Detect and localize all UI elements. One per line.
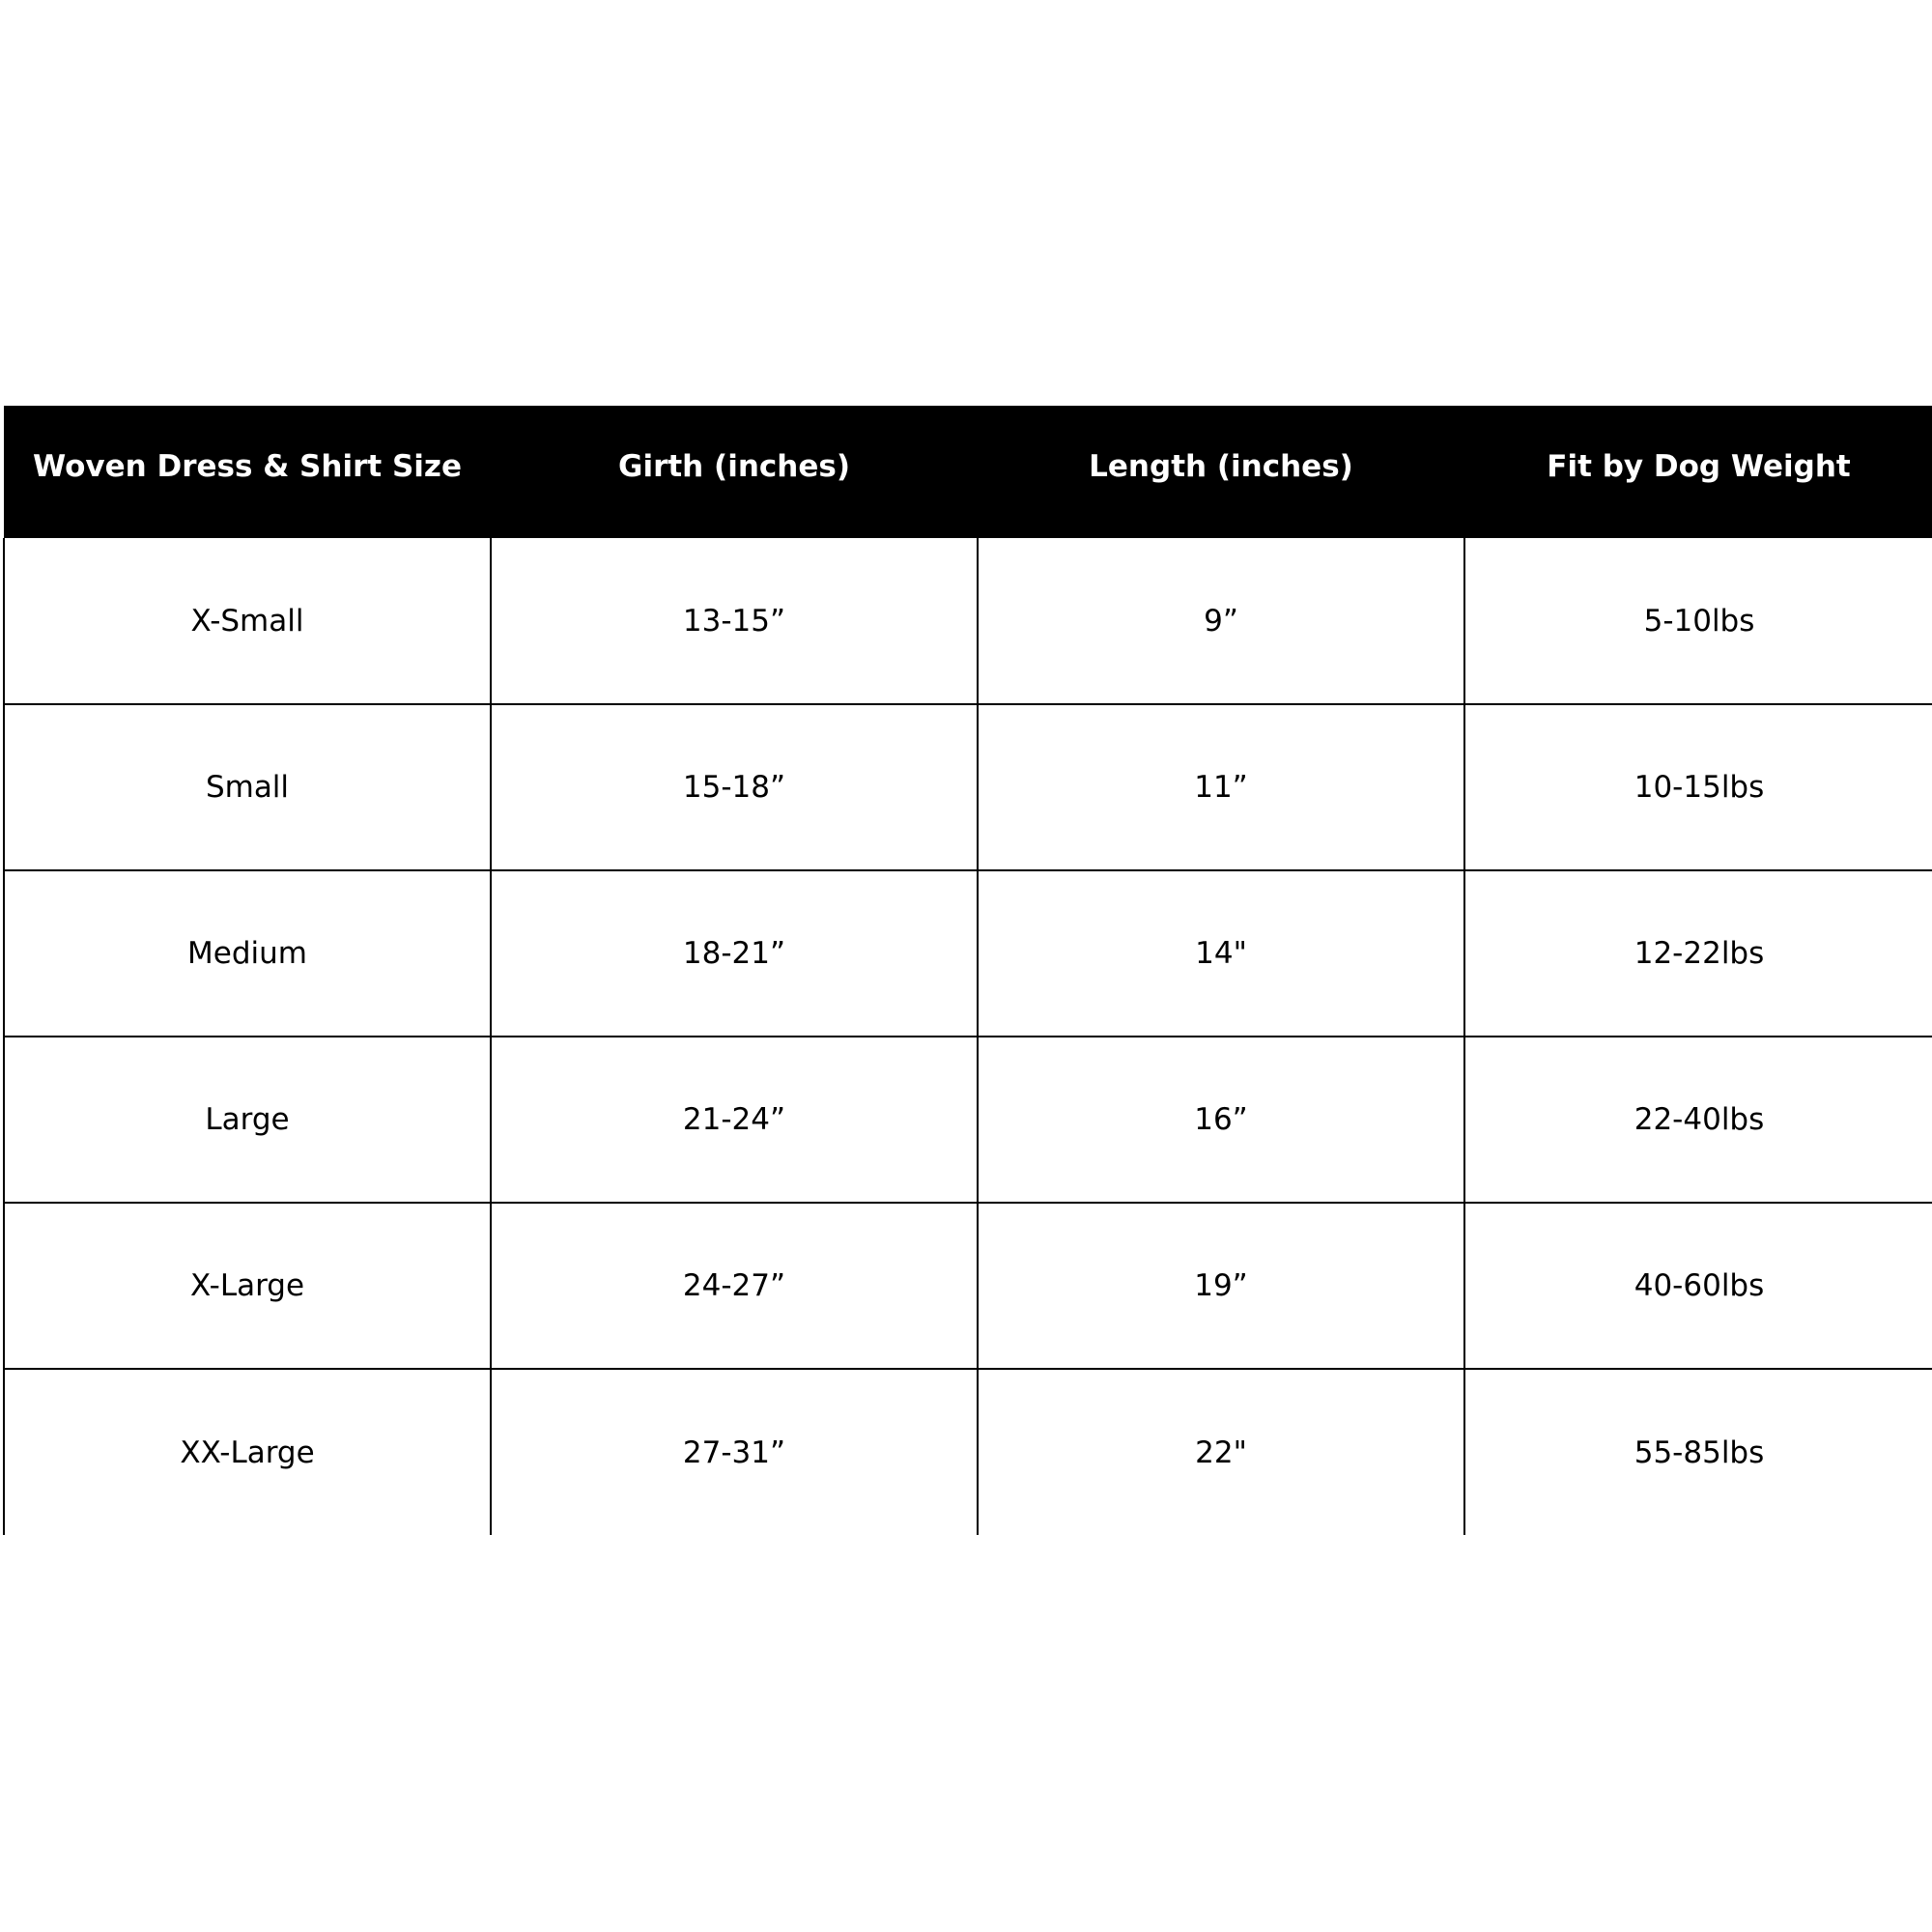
table-body [4, 538, 1932, 1535]
length-cell: 14" [978, 870, 1464, 1037]
weight-cell: 5-10lbs [1464, 538, 1932, 704]
header-row [4, 406, 1932, 538]
length-cell: 16” [978, 1037, 1464, 1203]
length-cell: 9” [978, 538, 1464, 704]
header-girth: Girth (inches) [618, 448, 850, 484]
length-cell: 22" [978, 1369, 1464, 1535]
header-weight: Fit by Dog Weight [1547, 448, 1851, 484]
size-cell: X-Large [4, 1203, 491, 1369]
weight-cell: 55-85lbs [1464, 1369, 1932, 1535]
size-cell: XX-Large [4, 1369, 491, 1535]
girth-cell: 18-21” [491, 870, 978, 1037]
table-row [4, 1203, 1932, 1369]
girth-cell: 27-31” [491, 1369, 978, 1535]
table-row [4, 1369, 1932, 1535]
weight-cell: 40-60lbs [1464, 1203, 1932, 1369]
size-cell: Small [4, 704, 491, 870]
girth-cell: 24-27” [491, 1203, 978, 1369]
size-cell: Medium [4, 870, 491, 1037]
table-header [4, 406, 1932, 538]
length-cell: 11” [978, 704, 1464, 870]
header-length: Length (inches) [1089, 448, 1353, 484]
girth-cell: 15-18” [491, 704, 978, 870]
size-cell: X-Small [4, 538, 491, 704]
table-row [4, 1037, 1932, 1203]
table-row [4, 704, 1932, 870]
size-chart-table [3, 406, 1932, 1535]
weight-cell: 12-22lbs [1464, 870, 1932, 1037]
table-row [4, 870, 1932, 1037]
weight-cell: 10-15lbs [1464, 704, 1932, 870]
size-cell: Large [4, 1037, 491, 1203]
table-row [4, 538, 1932, 704]
length-cell: 19” [978, 1203, 1464, 1369]
girth-cell: 21-24” [491, 1037, 978, 1203]
girth-cell: 13-15” [491, 538, 978, 704]
weight-cell: 22-40lbs [1464, 1037, 1932, 1203]
header-size: Woven Dress & Shirt Size [33, 448, 462, 484]
